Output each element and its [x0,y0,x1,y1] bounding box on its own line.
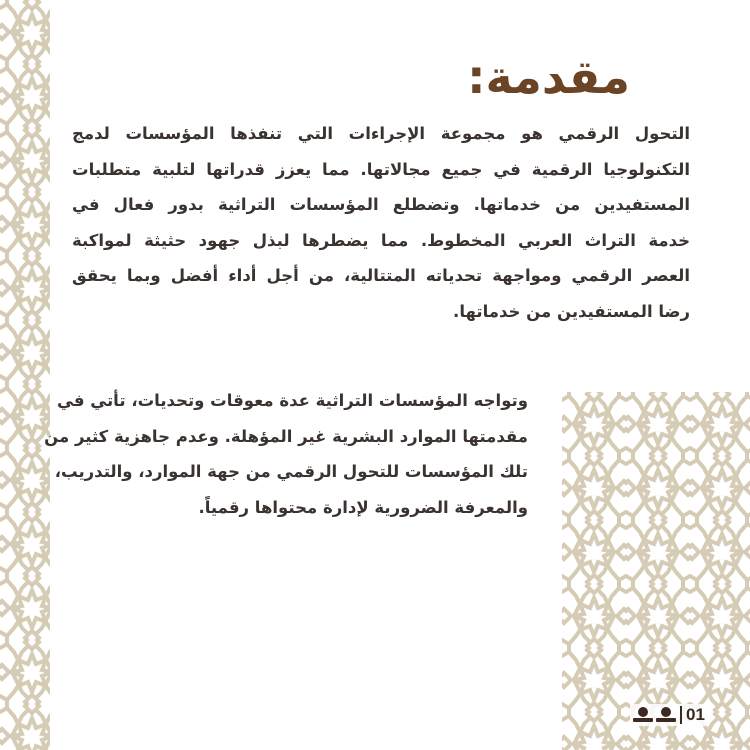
page-title: مقدمة: [467,50,630,104]
intro-paragraph-1 [72,116,690,329]
paragraph-line: وتواجه المؤسسات التراثية عدة معوقات وتحديات، تأتي في [57,391,528,410]
paragraph-line: خدمة التراث العربي المخطوط. مما يضطرها لبذل جهود حثيثة لمواكبة [72,230,690,250]
paragraph-line: تلك المؤسسات للتحول الرقمي من جهة الموارد، والتدريب، [54,462,528,481]
geometric-pattern-icon [0,0,50,750]
geometric-pattern-icon [562,392,750,750]
left-decorative-pattern-strip [0,0,50,750]
corner-decorative-pattern-block [562,392,750,750]
intro-paragraph-2 [44,383,528,525]
paragraph-line: العصر الرقمي ومواجهة تحدياته المتتالية، من أجل أداء أفضل وبما يحقق [72,266,690,285]
page-number: 01 [686,705,705,724]
person-icon [656,706,676,724]
paragraph-line: رضا المستفيدين من خدماتها. [453,301,690,321]
footer-divider [680,706,682,724]
paragraph-line: التحول الرقمي هو مجموعة الإجراءات التي تنفذها المؤسسات لدمج [72,124,690,143]
paragraph-line: التكنولوجيا الرقمية في جميع مجالاتها. مما يعزز قدراتها لتلبية متطلبات [72,159,690,179]
person-icon [633,706,653,724]
page-footer [630,704,708,726]
paragraph-line: والمعرفة الضرورية لإدارة محتواها رقمياً. [198,497,528,517]
paragraph-line: مقدمتها الموارد البشرية غير المؤهلة. وعدم جاهزية كثير من [44,426,528,446]
paragraph-line: المستفيدين من خدماتها. وتضطلع المؤسسات التراثية بدور فعال في [72,195,690,214]
